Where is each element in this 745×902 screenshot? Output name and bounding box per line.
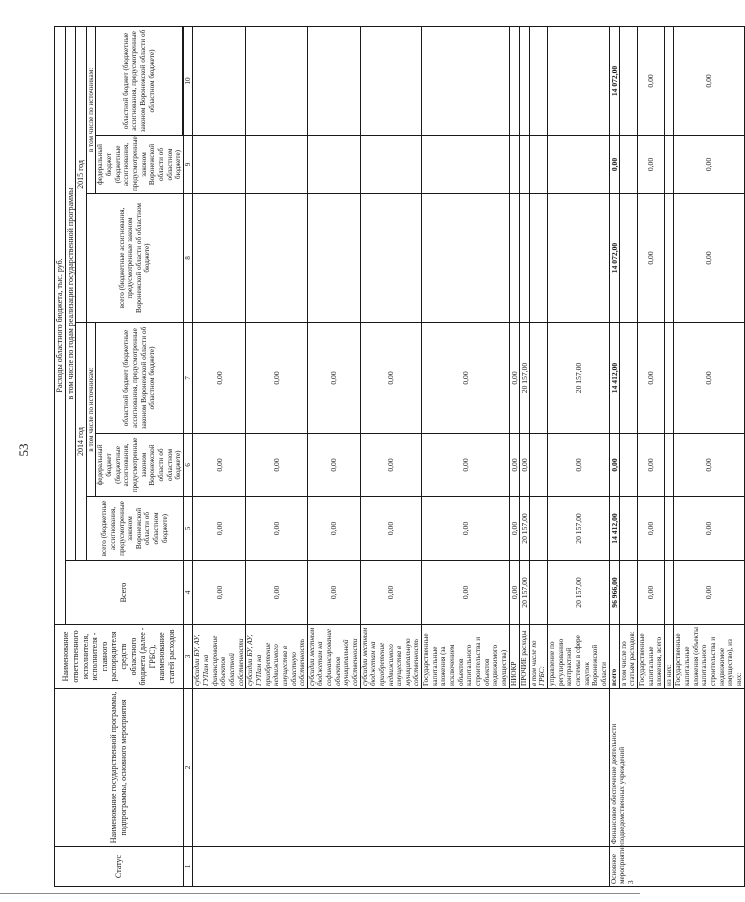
value-cell — [307, 136, 360, 194]
value-cell: 0,00 — [307, 497, 360, 561]
value-cell — [519, 136, 529, 194]
item-cell: ПРОЧИЕ расходы — [519, 625, 529, 689]
value-cell: 20 157,00 — [519, 561, 529, 625]
value-cell — [246, 26, 307, 135]
value-cell: 0,00 — [360, 434, 421, 497]
value-cell: 14 412,00 — [609, 497, 619, 561]
value-cell: 0,00 — [422, 434, 509, 497]
value-cell — [664, 434, 674, 497]
header-total: Всего — [65, 561, 183, 625]
value-cell: 0,00 — [509, 434, 519, 497]
value-cell — [360, 136, 421, 194]
value-cell: 0,00 — [360, 323, 421, 434]
value-cell — [548, 26, 609, 135]
item-cell: в том числе по ГРБС: — [529, 625, 547, 689]
column-number: 9 — [183, 136, 193, 194]
value-cell — [619, 323, 637, 434]
header-executor-name: Наименование ответственного исполнителя, исполнителя - главного распорядителя средств областного бюджета (далее - ГРБС), наименование статей расходов — [55, 625, 184, 689]
value-cell — [529, 136, 547, 194]
budget-table — [54, 26, 745, 887]
header-2014-total-sources: всего (бюджетные ассигнования, предусмотренные законом Воронежской области об областном бюджете) — [86, 497, 183, 561]
item-cell: Государственные капитальные вложения (за исключением объектов капитального строительства и объектов недвижимого имущества) — [422, 625, 509, 689]
value-cell: 14 072,00 — [609, 26, 619, 135]
value-cell — [548, 194, 609, 323]
value-cell: 0,00 — [674, 323, 744, 434]
value-cell: 0,00 — [193, 323, 246, 434]
value-cell: 0,00 — [307, 561, 360, 625]
value-cell: 0,00 — [519, 434, 529, 497]
value-cell — [193, 26, 246, 135]
value-cell — [664, 26, 674, 135]
value-cell — [529, 434, 547, 497]
value-cell: 20 157,00 — [548, 497, 609, 561]
value-cell — [619, 136, 637, 194]
value-cell — [619, 497, 637, 561]
header-2014-incl-by-sources: в том числе по источникам: — [86, 323, 96, 497]
value-cell: 0,00 — [637, 194, 664, 323]
item-cell: субсидии БУ, АУ, ГУПам на приобретение недвижимого имущества в областную собственность — [246, 625, 307, 689]
column-number: 6 — [183, 434, 193, 497]
header-program-name: Наименование государственной программы, подпрограммы, основного мероприятия — [55, 689, 184, 847]
value-cell — [664, 561, 674, 625]
header-2015-federal-budget: федеральный бюджет (бюджетные ассигнования, предусмотренные законом Воронежской области об областном бюджете) — [96, 136, 183, 194]
value-cell: 0,00 — [674, 497, 744, 561]
value-cell: 20 157,00 — [548, 323, 609, 434]
value-cell: 0,00 — [307, 323, 360, 434]
page-number: 53 — [16, 443, 31, 457]
value-cell — [619, 434, 637, 497]
value-cell — [422, 136, 509, 194]
value-cell: 0,00 — [609, 434, 619, 497]
item-cell: субсидии местным бюджетам на софинансирование объектов муниципальной собственности — [307, 625, 360, 689]
item-cell: из них: — [664, 625, 674, 689]
value-cell: 20 157,00 — [548, 561, 609, 625]
column-number: 4 — [183, 561, 193, 625]
value-cell — [509, 26, 519, 135]
header-2014-regional-budget: областной бюджет (бюджетные ассигнования, предусмотренные законом Воронежской области об областном бюджете) — [96, 323, 183, 434]
column-number: 5 — [183, 497, 193, 561]
value-cell: 0,00 — [509, 497, 519, 561]
value-cell: 0,00 — [193, 561, 246, 625]
value-cell: 0,00 — [246, 323, 307, 434]
value-cell: 0,00 — [674, 136, 744, 194]
column-number: 1 — [183, 847, 193, 887]
value-cell: 14 412,00 — [609, 323, 619, 434]
item-cell: всего — [609, 625, 619, 689]
column-number: 8 — [183, 194, 193, 323]
value-cell — [193, 136, 246, 194]
value-cell: 96 966,00 — [609, 561, 619, 625]
table-row — [193, 26, 246, 886]
value-cell: 0,00 — [637, 323, 664, 434]
value-cell — [529, 561, 547, 625]
value-cell — [619, 194, 637, 323]
value-cell — [664, 323, 674, 434]
value-cell — [519, 26, 529, 135]
value-cell — [664, 136, 674, 194]
column-number: 10 — [183, 26, 193, 135]
value-cell — [307, 26, 360, 135]
header-year-2014: 2014 год — [76, 323, 87, 561]
value-cell — [246, 194, 307, 323]
header-2015-regional-budget: областной бюджет (бюджетные ассигнования, предусмотренные законом Воронежской области об областном бюджете) — [96, 26, 182, 135]
value-cell: 0,00 — [637, 497, 664, 561]
value-cell — [619, 561, 637, 625]
value-cell — [422, 26, 509, 135]
value-cell — [509, 136, 519, 194]
item-cell: субсидии БУ, АУ, ГУПам на финансирование объектов областной собственности — [193, 625, 246, 689]
item-cell: Государственные капитальные вложения, всего — [637, 625, 664, 689]
column-number: 2 — [183, 689, 193, 847]
header-expenses-title: Расходы областного бюджета, тыс. руб. — [55, 26, 66, 624]
value-cell — [548, 136, 609, 194]
header-status: Статус — [55, 847, 184, 887]
value-cell — [307, 194, 360, 323]
value-cell: 0,00 — [246, 434, 307, 497]
value-cell — [664, 194, 674, 323]
value-cell — [509, 194, 519, 323]
column-number: 3 — [183, 625, 193, 689]
value-cell: 0,00 — [637, 136, 664, 194]
value-cell — [529, 194, 547, 323]
value-cell — [529, 323, 547, 434]
header-incl-by-years: в том числе по годам реализации государственной программы — [65, 26, 76, 560]
value-cell: 0,00 — [193, 434, 246, 497]
value-cell: 0,00 — [307, 434, 360, 497]
value-cell: 0,00 — [422, 497, 509, 561]
value-cell: 0,00 — [674, 561, 744, 625]
value-cell: 0,00 — [193, 497, 246, 561]
value-cell: 0,00 — [509, 561, 519, 625]
value-cell — [529, 26, 547, 135]
value-cell — [360, 194, 421, 323]
header-2014-federal-budget: федеральный бюджет (бюджетные ассигнования, предусмотренные законом Воронежской области об областном бюджете) — [96, 434, 183, 497]
value-cell: 0,00 — [360, 561, 421, 625]
value-cell: 0,00 — [548, 434, 609, 497]
table-row — [609, 26, 619, 886]
value-cell: 0,00 — [246, 497, 307, 561]
value-cell — [360, 26, 421, 135]
status-cell — [193, 847, 609, 887]
header-2015-total-sources: всего (бюджетные ассигнования, предусмотренные законом Воронежской области об областном бюджете) — [86, 194, 183, 323]
value-cell: 0,00 — [674, 194, 744, 323]
value-cell: 0,00 — [637, 434, 664, 497]
value-cell — [664, 497, 674, 561]
column-number: 7 — [183, 323, 193, 434]
value-cell: 0,00 — [422, 561, 509, 625]
item-cell: Государственные капитальные вложения (объекты капитального строительства и недвижимое имущество), из них: — [674, 625, 744, 689]
value-cell — [422, 194, 509, 323]
program-name-cell — [193, 689, 609, 847]
item-cell: НИОКР — [509, 625, 519, 689]
item-cell: управление по регулированию контрактной системы в сфере закупок Воронежской области — [548, 625, 609, 689]
value-cell — [619, 26, 637, 135]
header-year-2015: 2015 год — [76, 26, 87, 322]
scan-edge-line — [0, 893, 640, 894]
rotated-table-container — [54, 27, 743, 887]
value-cell: 0,00 — [422, 323, 509, 434]
value-cell: 0,00 — [637, 26, 664, 135]
value-cell: 0,00 — [246, 561, 307, 625]
value-cell — [529, 497, 547, 561]
value-cell: 0,00 — [509, 323, 519, 434]
header-2015-incl-by-sources: в том числе по источникам: — [86, 26, 96, 193]
main-activity-name: Финансовое обеспечение деятельности подведомственных учреждений — [609, 689, 744, 847]
item-cell: в том числе по статьям расходов: — [619, 625, 637, 689]
value-cell — [193, 194, 246, 323]
value-cell: 0,00 — [674, 434, 744, 497]
value-cell: 14 072,00 — [609, 194, 619, 323]
value-cell: 20 157,00 — [519, 323, 529, 434]
value-cell: 0,00 — [674, 26, 744, 135]
value-cell — [519, 194, 529, 323]
value-cell: 0,00 — [360, 497, 421, 561]
value-cell: 0,00 — [609, 136, 619, 194]
main-activity-status: Основное мероприятие 3 — [609, 847, 744, 887]
value-cell: 20 157,00 — [519, 497, 529, 561]
item-cell: субсидии местным бюджетам на приобретение недвижимого имущества в муниципальную собственность — [360, 625, 421, 689]
value-cell: 0,00 — [637, 561, 664, 625]
value-cell — [246, 136, 307, 194]
